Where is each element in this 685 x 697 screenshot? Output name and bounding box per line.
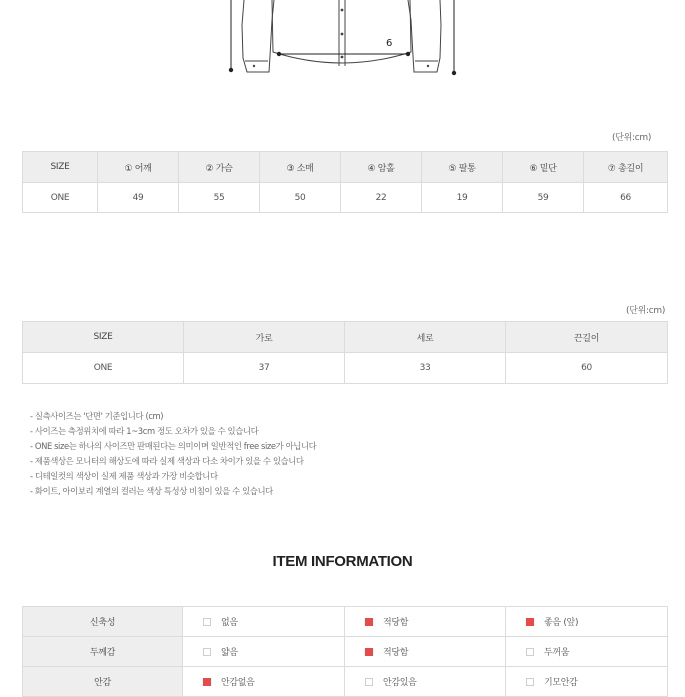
cell-total-length: 66 [584,183,668,213]
cell-height: 33 [345,353,506,384]
header-height: 세로 [345,322,506,353]
info-row-thickness [23,637,668,667]
hem-measure-label: 6 [386,38,393,49]
cell-sleeve-width: 19 [422,183,503,213]
cell-size: ONE [23,353,184,384]
cell-size: ONE [23,183,98,213]
checkbox-icon [203,648,211,656]
info-option: 기모안감 [506,667,668,697]
header-chest: ② 가슴 [179,152,260,183]
top-size-table [22,151,668,213]
cell-width: 37 [184,353,345,384]
cell-sleeve: 50 [260,183,341,213]
cell-armhole: 22 [341,183,422,213]
info-label: 신축성 [23,607,183,637]
checkbox-icon [526,648,534,656]
item-information-title: ITEM INFORMATION [272,553,413,570]
top-table-unit: (단위:cm) [612,133,652,143]
note-item: - ONE size는 하나의 사이즈만 판매된다는 의미이며 일반적인 free size가 아닙니다 [30,441,317,451]
info-option: 없음 [183,607,345,637]
table-row [23,183,668,213]
item-information-table [22,606,668,697]
note-item: - 제품색상은 모니터의 해상도에 따라 실제 색상과 다소 차이가 있을 수 있습니다 [30,456,304,466]
header-armhole: ④ 암홀 [341,152,422,183]
note-item: - 실측사이즈는 '단면' 기준입니다 (cm) [30,411,164,421]
checkbox-icon [365,618,373,626]
checkbox-icon [526,618,534,626]
checkbox-icon [365,648,373,656]
bag-table-header-row [23,322,668,353]
info-option: 안감없음 [183,667,345,697]
note-item: - 사이즈는 측정위치에 따라 1~3cm 정도 오차가 있을 수 있습니다 [30,426,259,436]
size-notes [30,409,316,499]
header-size: SIZE [23,152,98,183]
info-option: 안감있음 [345,667,506,697]
header-sleeve-width: ⑤ 팔통 [422,152,503,183]
header-sleeve: ③ 소매 [260,152,341,183]
info-label: 두께감 [23,637,183,667]
header-total-length: ⑦ 총길이 [584,152,668,183]
info-row-lining [23,667,668,697]
cell-shoulder: 49 [98,183,179,213]
header-width: 가로 [184,322,345,353]
header-hem: ⑥ 밑단 [503,152,584,183]
info-option: 얇음 [183,637,345,667]
info-option: 적당함 [345,607,506,637]
header-strap-length: 끈길이 [506,322,668,353]
header-shoulder: ① 어깨 [98,152,179,183]
info-option: 좋음 (앞) [506,607,668,637]
checkbox-icon [203,618,211,626]
top-table-header-row [23,152,668,183]
bag-size-table [22,321,668,384]
cell-hem: 59 [503,183,584,213]
note-item: - 디테일컷의 색상이 실제 제품 색상과 가장 비슷합니다 [30,471,218,481]
header-size: SIZE [23,322,184,353]
info-option: 적당함 [345,637,506,667]
table-row [23,353,668,384]
cell-chest: 55 [179,183,260,213]
info-option: 두꺼움 [506,637,668,667]
cell-strap-length: 60 [506,353,668,384]
note-item: - 화이트, 아이보리 계열의 컬러는 색상 특성상 비침이 있을 수 있습니다 [30,486,273,496]
info-label: 안감 [23,667,183,697]
garment-flat-sketch [0,0,685,85]
info-row-elasticity [23,607,668,637]
bottom-table-unit: (단위:cm) [626,306,666,316]
